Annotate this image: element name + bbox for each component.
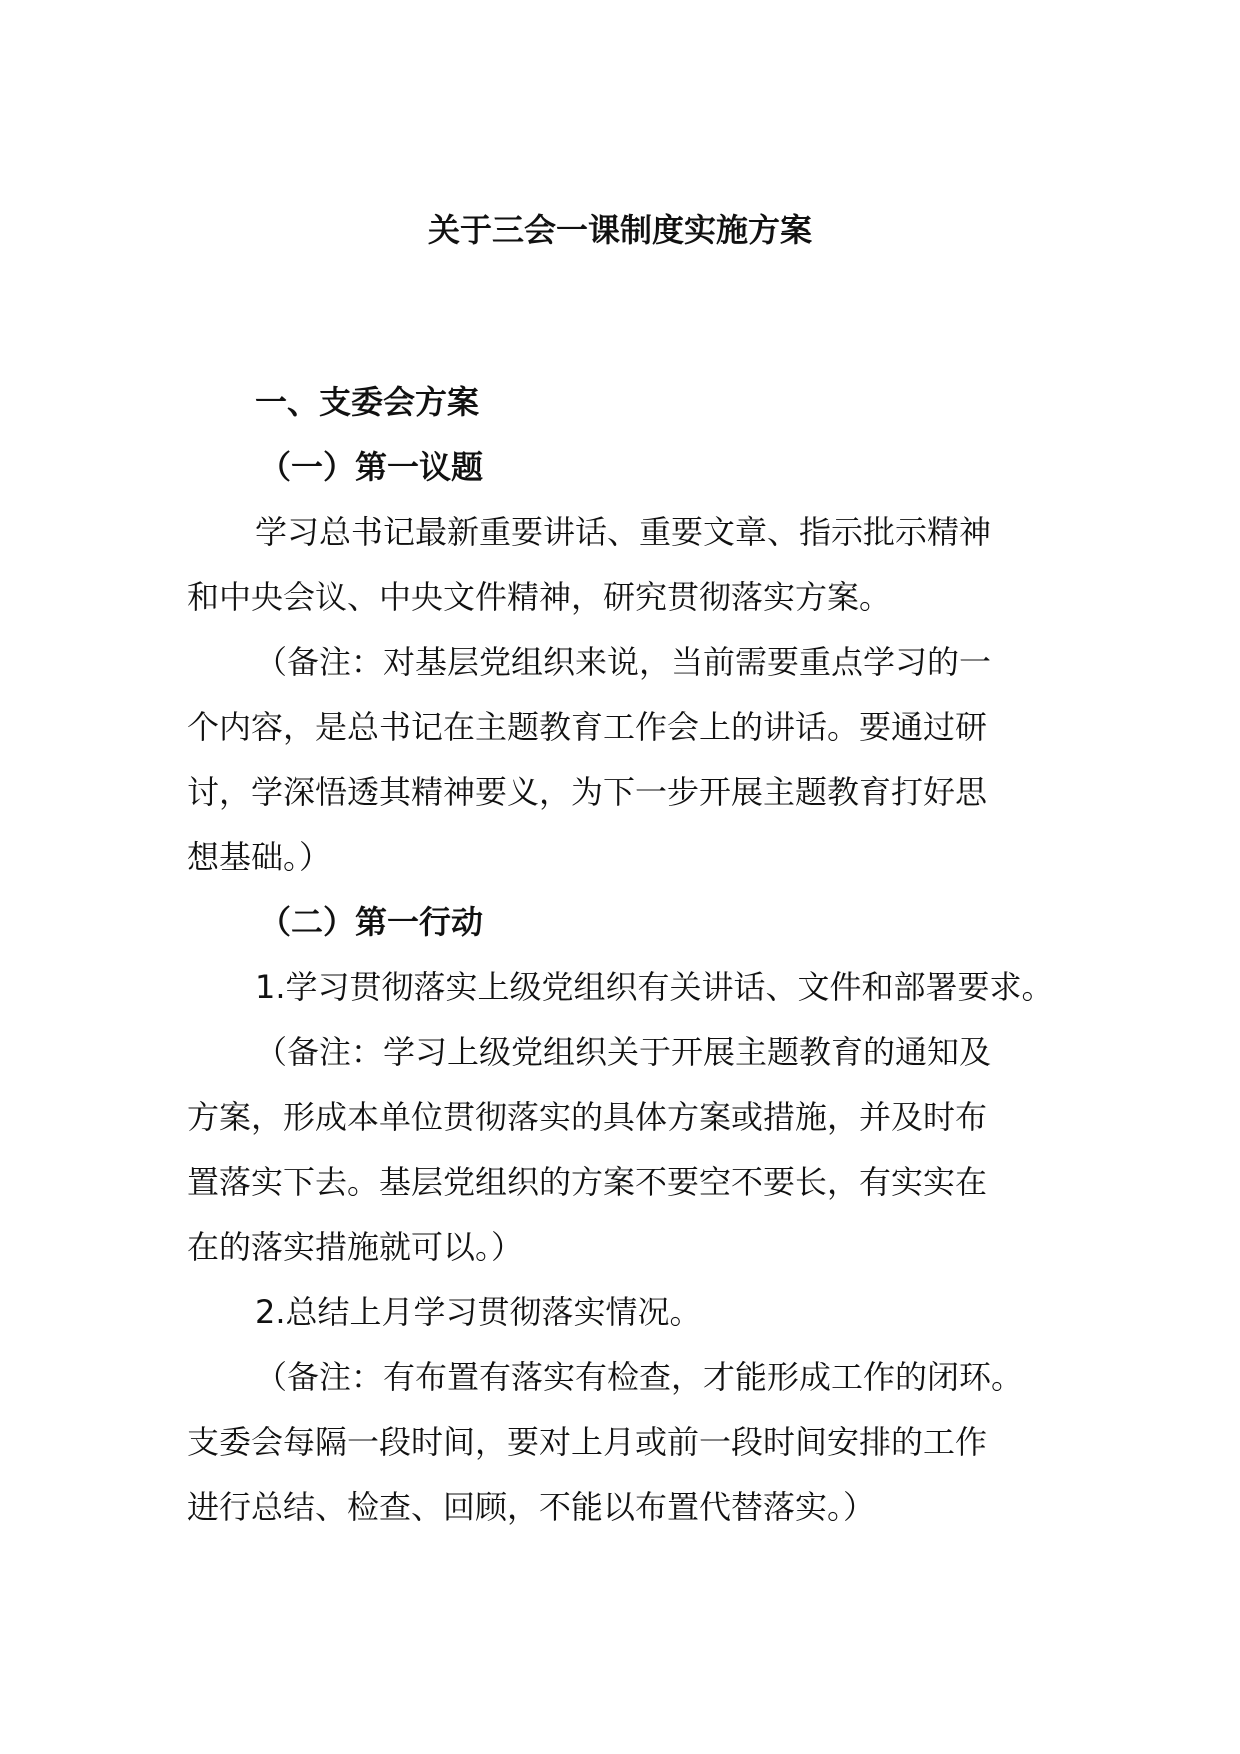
note-line: 在的落实措施就可以。） <box>187 1228 524 1266</box>
note-line: （备注：有布置有落实有检查，才能形成工作的闭环。 <box>255 1358 1024 1396</box>
document-title: 关于三会一课制度实施方案 <box>427 211 812 249</box>
section-heading: 一、支委会方案 <box>255 383 480 421</box>
paragraph-line: 和中央会议、中央文件精神，研究贯彻落实方案。 <box>187 578 892 616</box>
note-line: 想基础。） <box>187 838 332 876</box>
note-line: 进行总结、检查、回顾，不能以布置代替落实。） <box>187 1488 876 1526</box>
subsection-heading: （二）第一行动 <box>259 903 484 941</box>
document-body <box>187 370 1069 1540</box>
paragraph-line: 学习总书记最新重要讲话、重要文章、指示批示精神 <box>255 513 992 551</box>
note-line: （备注：学习上级党组织关于开展主题教育的通知及 <box>255 1033 992 1071</box>
note-line: 讨，学深悟透其精神要义，为下一步开展主题教育打好思 <box>187 773 988 811</box>
list-item-line: 2.总结上月学习贯彻落实情况。 <box>255 1293 702 1331</box>
subsection-heading: （一）第一议题 <box>259 448 484 486</box>
note-line: （备注：对基层党组织来说，当前需要重点学习的一 <box>255 643 992 681</box>
note-line: 方案，形成本单位贯彻落实的具体方案或措施，并及时布 <box>187 1098 988 1136</box>
list-item-line: 1.学习贯彻落实上级党组织有关讲话、文件和部署要求。 <box>255 968 1054 1006</box>
note-line: 置落实下去。基层党组织的方案不要空不要长，有实实在 <box>187 1163 988 1201</box>
note-line: 支委会每隔一段时间，要对上月或前一段时间安排的工作 <box>187 1423 988 1461</box>
note-line: 个内容，是总书记在主题教育工作会上的讲话。要通过研 <box>187 708 988 746</box>
